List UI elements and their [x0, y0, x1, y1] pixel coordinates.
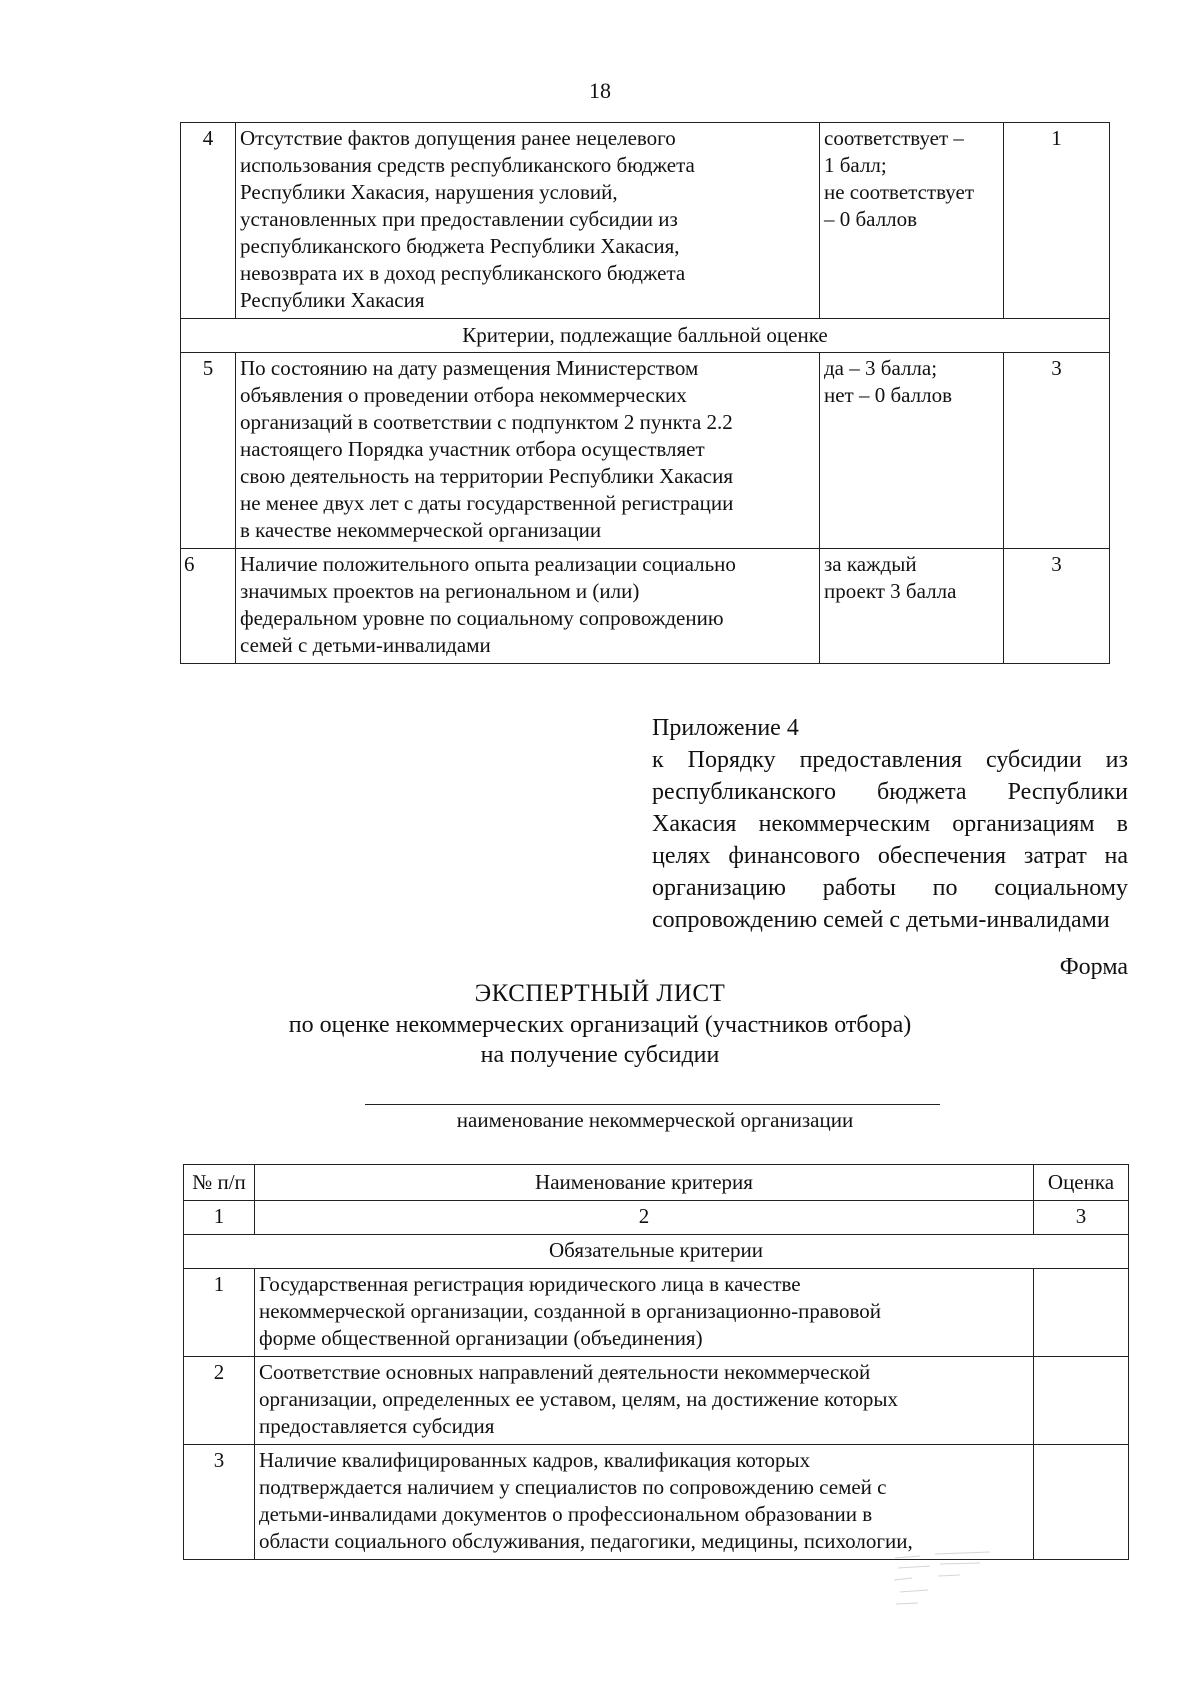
page-number: 18	[589, 78, 611, 103]
table-row	[181, 549, 1110, 664]
criteria-table-continued	[180, 122, 1110, 664]
condition-text: соответствует – 1 балл; не соответствует – 0 баллов	[820, 123, 1004, 319]
row-number: 3	[184, 1445, 255, 1560]
document-subtitle-1: по оценке некоммерческих организаций (участников отбора)	[288, 1012, 912, 1038]
expert-sheet-table	[183, 1164, 1129, 1560]
score-cell[interactable]	[1034, 1357, 1129, 1445]
row-number: 5	[181, 353, 236, 549]
points-value: 3	[1004, 549, 1110, 664]
document-title: ЭКСПЕРТНЫЙ ЛИСТ	[474, 980, 726, 1007]
table-row	[184, 1269, 1129, 1357]
appendix-block	[652, 712, 1128, 936]
scan-artifact-mark	[890, 1548, 1000, 1618]
points-value: 3	[1004, 353, 1110, 549]
criterion-text: Наличие положительного опыта реализации социально значимых проектов на региональном и (или) федеральном уровне по социальному сопровождению семей с детьми-инвалидами	[236, 549, 820, 664]
section-row	[184, 1235, 1129, 1269]
header-score: Оценка	[1034, 1165, 1129, 1201]
section-title: Обязательные критерии	[184, 1235, 1129, 1269]
criterion-text: Соответствие основных направлений деятельности некоммерческой организации, определенных ее уставом, целям, на достижение которых предоставляется субсидия	[255, 1357, 1034, 1445]
row-number: 4	[181, 123, 236, 319]
table-row	[181, 123, 1110, 319]
criterion-text: Отсутствие фактов допущения ранее нецелевого использования средств республиканского бюджета Республики Хакасия, нарушения условий, установленных при предоставлении субсидии из республиканского бюджета Республики Хакасия, невозврата их в доход республиканского бюджета Республики Хакасия	[236, 123, 820, 319]
score-cell[interactable]	[1034, 1445, 1129, 1560]
document-subtitle-2: на получение субсидии	[480, 1042, 720, 1068]
header-criterion: Наименование критерия	[255, 1165, 1034, 1201]
column-numbering-row	[184, 1201, 1129, 1235]
row-number: 2	[184, 1357, 255, 1445]
condition-text: за каждый проект 3 балла	[820, 549, 1004, 664]
table-row	[184, 1445, 1129, 1560]
column-number: 1	[184, 1201, 255, 1235]
organization-name-caption: наименование некоммерческой организации	[456, 1108, 854, 1132]
criterion-text: Государственная регистрация юридического лица в качестве некоммерческой организации, созданной в организационно-правовой форме общественной организации (объединения)	[255, 1269, 1034, 1357]
table-header-row	[184, 1165, 1129, 1201]
table-row	[181, 353, 1110, 549]
appendix-body: к Порядку предоставления субсидии из республиканского бюджета Республики Хакасия некоммерческим организациям в целях финансового обеспечения затрат на организацию работы по социальному сопровождению семей с детьми-инвалидами	[652, 747, 1128, 933]
column-number: 3	[1034, 1201, 1129, 1235]
section-title: Критерии, подлежащие балльной оценке	[181, 319, 1110, 353]
table-row	[184, 1357, 1129, 1445]
row-number: 1	[184, 1269, 255, 1357]
criterion-text: Наличие квалифицированных кадров, квалификация которых подтверждается наличием у специалистов по сопровождению семей с детьми-инвалидами документов о профессиональном образовании в области социального обслуживания, педагогики, медицины, психологии,	[255, 1445, 1034, 1560]
appendix-title: Приложение 4	[652, 715, 799, 741]
score-cell[interactable]	[1034, 1269, 1129, 1357]
organization-name-line	[365, 1104, 940, 1105]
points-value: 1	[1004, 123, 1110, 319]
column-number: 2	[255, 1201, 1034, 1235]
criterion-text: По состоянию на дату размещения Министерством объявления о проведении отбора некоммерческих организаций в соответствии с подпунктом 2 пункта 2.2 настоящего Порядка участник отбора осуществляет свою деятельность на территории Республики Хакасия не менее двух лет с даты государственной регистрации в качестве некоммерческой организации	[236, 353, 820, 549]
form-label: Форма	[1059, 954, 1128, 980]
header-number: № п/п	[184, 1165, 255, 1201]
section-row	[181, 319, 1110, 353]
row-number: 6	[181, 549, 236, 664]
condition-text: да – 3 балла; нет – 0 баллов	[820, 353, 1004, 549]
